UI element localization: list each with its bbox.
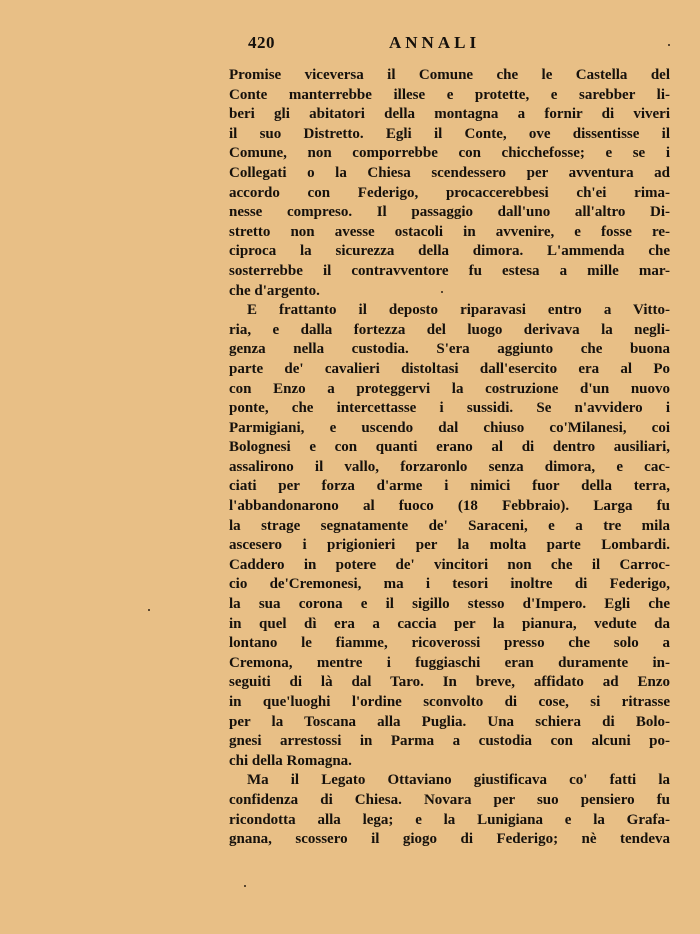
text-line: Cremona, mentre i fuggiaschi eran duramente in- — [229, 654, 670, 671]
text-line: Caddero in potere de' vincitori non che il Carroc- — [229, 556, 670, 573]
text-line: ciati per forza d'arme i nimici fuor della terra, — [229, 478, 670, 495]
text-line: chi della Romagna. — [229, 752, 352, 769]
text-line: in quel dì era a caccia per la pianura, vedute da — [229, 615, 670, 632]
text-line: nesse compreso. Il passaggio dall'uno all'altro Di- — [229, 204, 670, 221]
paper-speck — [441, 291, 443, 293]
text-line: ciproca la sicurezza della dimora. L'ammenda che — [229, 243, 670, 260]
text-line: seguiti di là dal Taro. In breve, affidato ad Enzo — [229, 674, 670, 691]
text-line: gnana, scossero il giogo di Federigo; nè tendeva — [229, 831, 670, 848]
text-line: in que'luoghi l'ordine sconvolto di cose, si ritrasse — [229, 694, 670, 710]
text-line: Parmigiani, e uscendo dal chiuso co'Milanesi, coi — [229, 419, 670, 436]
paper-speck — [148, 609, 150, 611]
running-header — [248, 33, 500, 57]
text-line: lontano le fiamme, ricoverossi presso che solo a — [229, 635, 670, 652]
paragraph-1 — [229, 66, 670, 301]
text-line: il suo Distretto. Egli il Conte, ove dissentisse il — [229, 125, 670, 142]
text-line: gnesi arrestossi in Parma a custodia con alcuni po- — [229, 733, 670, 750]
text-line: Conte manterrebbe illese e protette, e sarebber li- — [229, 86, 670, 103]
text-line: Promise viceversa il Comune che le Castella del — [229, 67, 670, 83]
paragraph-2 — [229, 301, 670, 771]
text-line: ponte, che intercettasse i sussidi. Se n'avvidero i — [229, 400, 670, 417]
text-line: con Enzo a proteggervi la costruzione d'un nuovo — [229, 380, 670, 397]
text-line: la strage segnatamente de' Saraceni, e a tre mila — [229, 517, 670, 534]
text-line: sosterrebbe il contravventore fu estesa a mille mar- — [229, 262, 670, 279]
text-line: la sua corona e il sigillo stesso d'Impero. Egli che — [229, 596, 670, 613]
page-number: 420 — [248, 33, 275, 52]
text-line: ascesero i prigionieri per la molta parte Lombardi. — [229, 537, 670, 554]
text-line: beri gli abitatori della montagna a fornir di viveri — [229, 106, 670, 123]
text-line: ricondotta alla lega; e la Lunigiana e la Grafa- — [229, 811, 670, 828]
text-line: stretto non avesse ostacoli in avvenire, e fosse re- — [229, 223, 670, 240]
text-line: Ma il Legato Ottaviano giustificava co' fatti la — [247, 772, 670, 789]
running-title: ANNALI — [389, 33, 481, 52]
text-line: E frattanto il deposto riparavasi entro a Vitto- — [247, 302, 670, 319]
text-line: Comune, non comporrebbe con chicchefosse; e se i — [229, 145, 670, 162]
text-line: Bolognesi e con quanti erano al di dentro ausiliari, — [229, 439, 670, 456]
paper-speck — [244, 885, 246, 887]
text-line: confidenza di Chiesa. Novara per suo pensiero fu — [229, 791, 670, 808]
text-line: per la Toscana alla Puglia. Una schiera di Bolo- — [229, 713, 670, 730]
text-line: ria, e dalla fortezza del luogo derivava la negli- — [229, 321, 670, 338]
text-line: che d'argento. — [229, 282, 320, 299]
text-line: l'abbandonarono al fuoco (18 Febbraio). Larga fu — [229, 498, 670, 515]
text-line: accordo con Federigo, procaccerebbesi ch'ei rima- — [229, 184, 670, 201]
text-line: Collegati o la Chiesa scendessero per avventura ad — [229, 164, 670, 181]
paragraph-3 — [229, 771, 670, 849]
text-line: cio de'Cremonesi, ma i tesori inoltre di Federigo, — [229, 576, 670, 593]
paper-speck — [668, 44, 670, 46]
text-line: parte de' cavalieri distoltasi dall'esercito era al Po — [229, 360, 670, 377]
body-text — [229, 66, 670, 850]
text-line: genza nella custodia. S'era aggiunto che buona — [229, 341, 670, 358]
text-line: assalirono il vallo, forzaronlo senza dimora, e cac- — [229, 458, 670, 475]
